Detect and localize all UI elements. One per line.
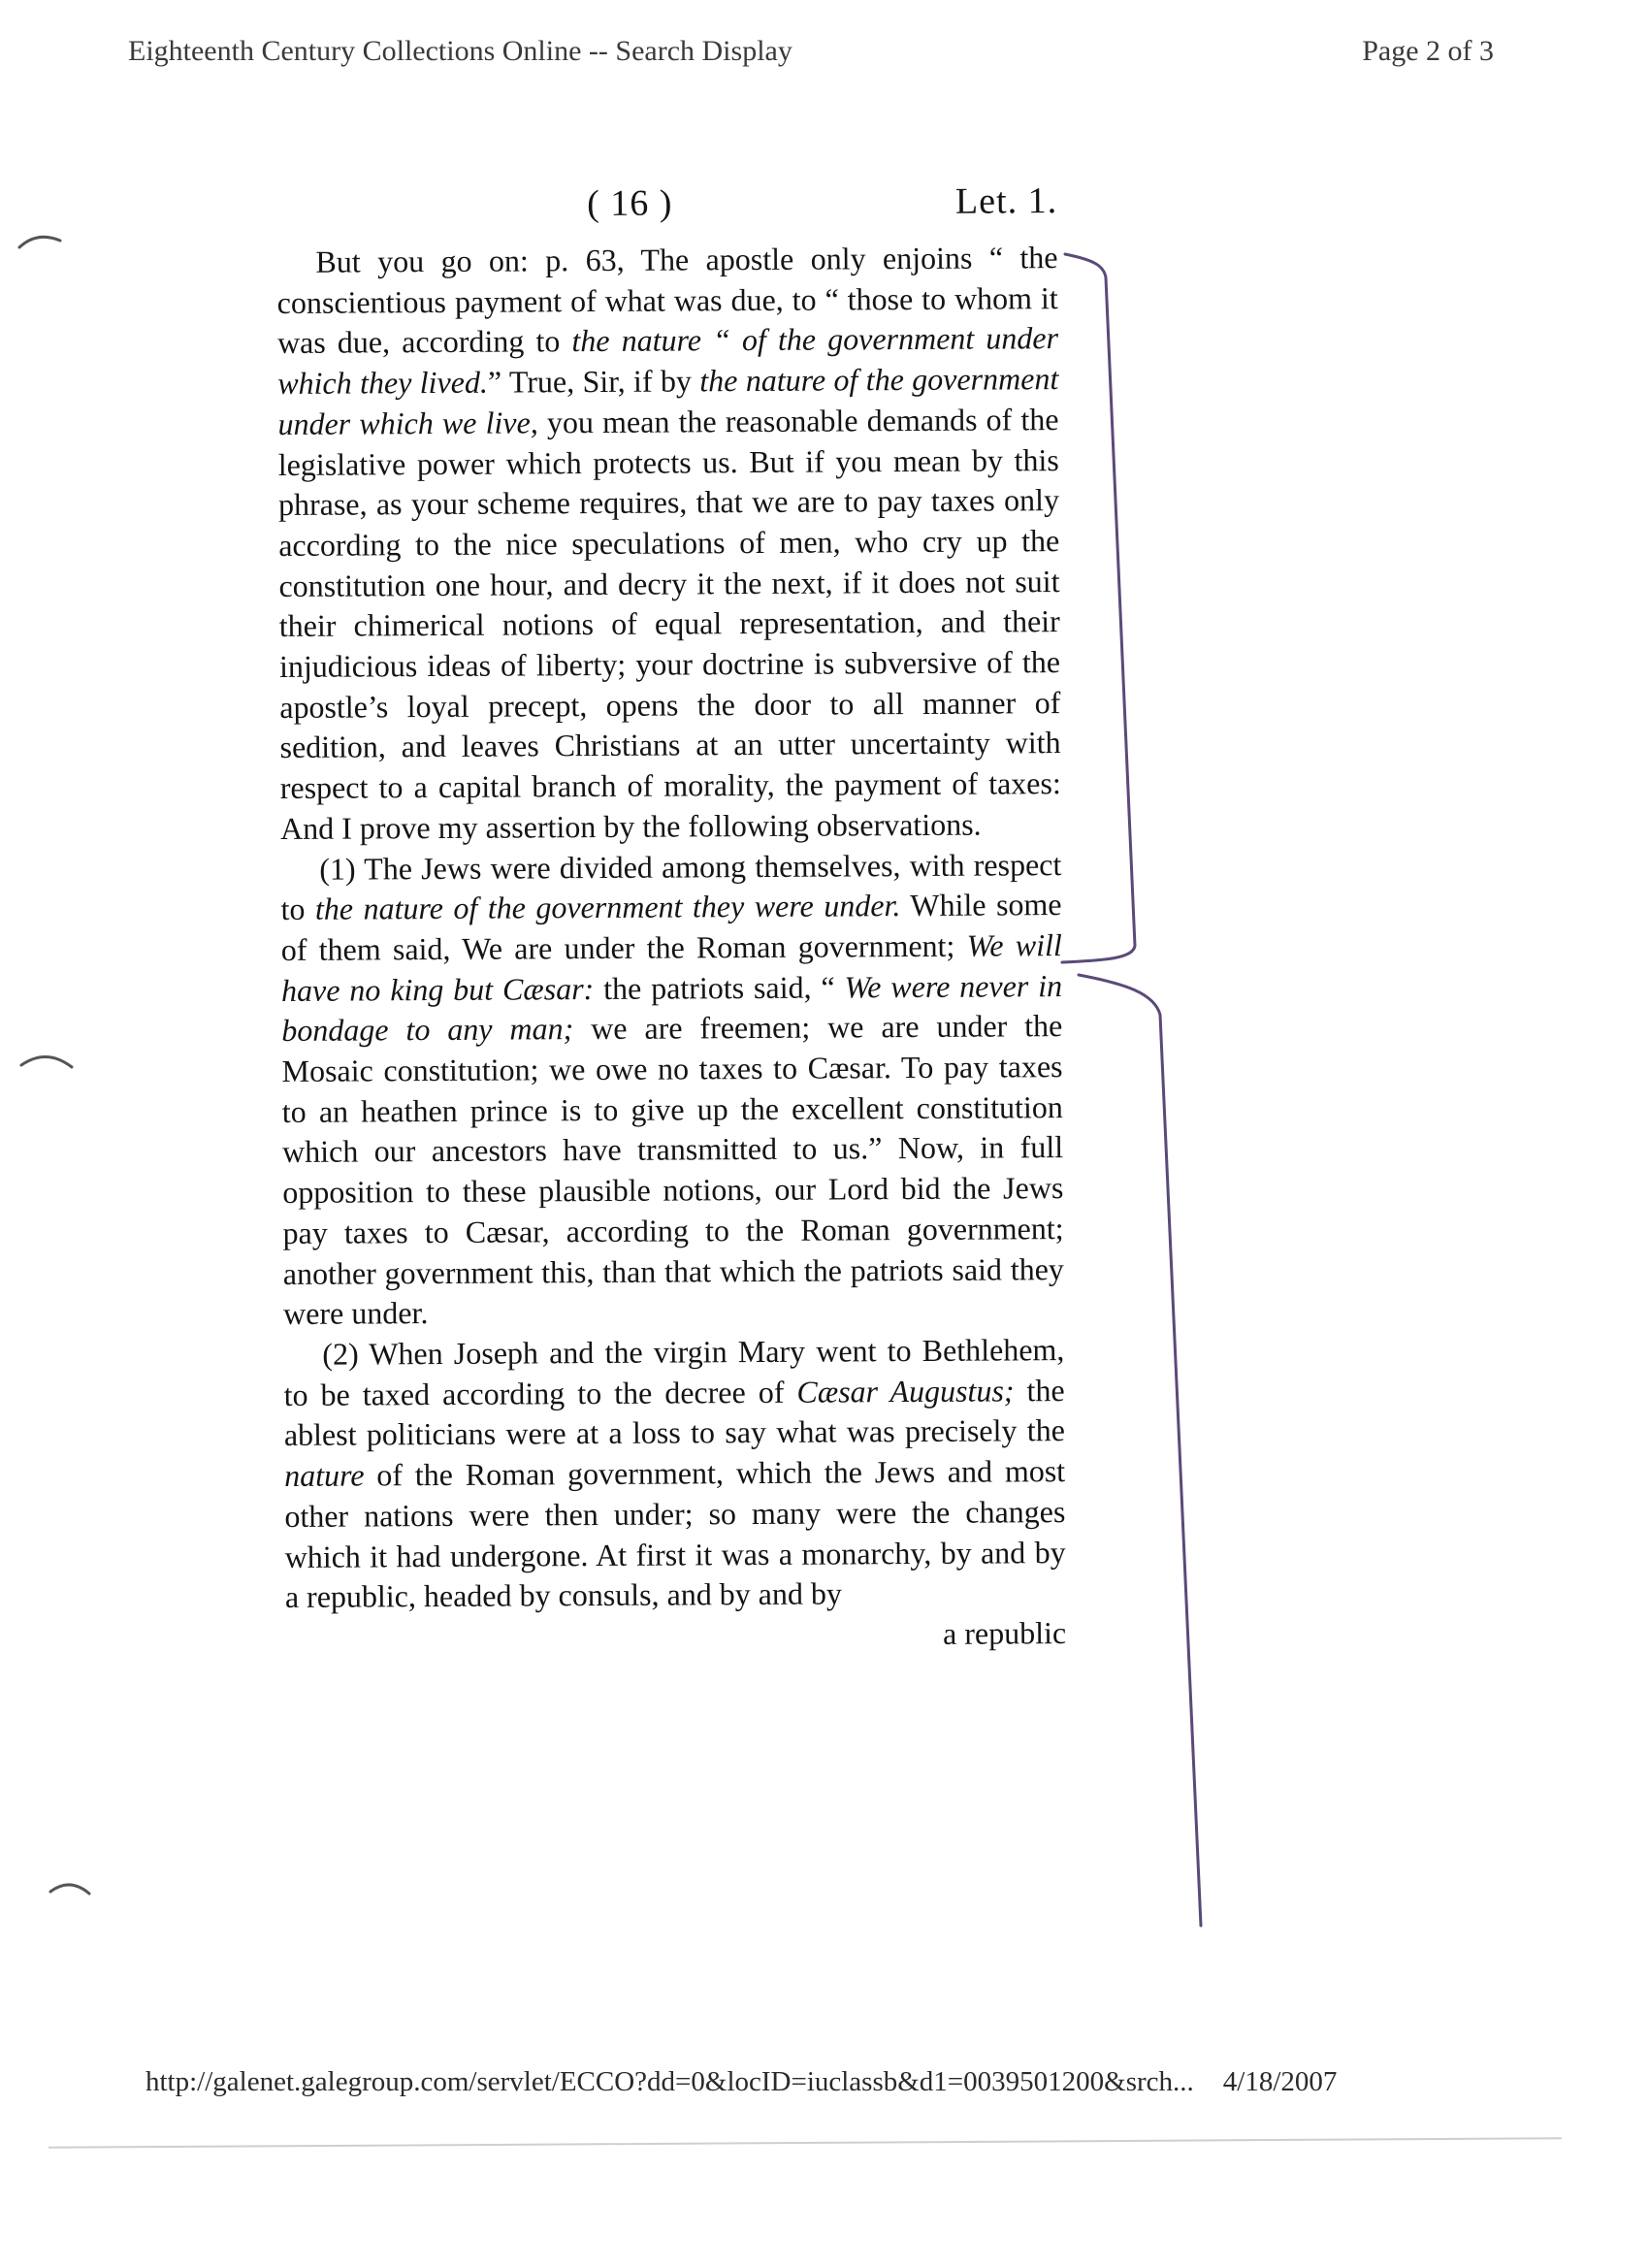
- margin-bracket-upper: [1062, 254, 1135, 962]
- italic-run: Cæsar Augustus;: [796, 1373, 1015, 1409]
- text-run: (1) The Jews were divided among themselves, with respect to: [280, 846, 1062, 927]
- margin-bracket-lower: [1079, 975, 1201, 1926]
- text-run: While some of them said, We are under the Roman government;: [280, 887, 1062, 967]
- running-head: [276, 179, 1057, 243]
- italic-run: We were never in bondage to any man;: [281, 967, 1063, 1049]
- footer-rule: [48, 2137, 1562, 2149]
- body-text: [276, 238, 1066, 1658]
- italic-run: the nature of the government under which we live,: [277, 361, 1059, 441]
- source-url: http://galenet.galegroup.com/servlet/ECCO?dd=0&locID=iuclassb&d1=0039501200&srch...: [146, 2066, 1194, 2097]
- italic-run: the nature “ of the government under which they lived.: [277, 320, 1059, 402]
- italic-run: We will have no king but Cæsar:: [280, 927, 1062, 1008]
- text-run: But you go on: p. 63, The apostle only enjoins “ the conscientious payment of what was due, to “ those to whom it was due, according to: [276, 240, 1058, 361]
- print-header-title: Eighteenth Century Collections Online -- Search Display: [128, 35, 792, 67]
- letter-reference: Let. 1.: [954, 180, 1058, 222]
- text-run: of the Roman government, which the Jews and most other nations were then under; so many were the changes which it had undergone. At first it was a monarchy, by and by a republic, headed by consuls, and by and by: [284, 1453, 1066, 1615]
- scanned-page: [276, 179, 1066, 1658]
- paragraph-3: [283, 1330, 1066, 1618]
- text-run: the patriots said, “: [594, 969, 845, 1006]
- page-indicator: Page 2 of 3: [1362, 35, 1494, 67]
- print-date: 4/18/2007: [1222, 2066, 1338, 2097]
- text-run: ” True, Sir, if by: [487, 363, 700, 400]
- binding-hole-marks: [19, 237, 89, 1894]
- italic-run: nature: [284, 1457, 365, 1494]
- text-run: the ablest politicians were at a loss to say what was precisely the: [283, 1372, 1065, 1453]
- print-footer: [146, 2066, 1513, 2098]
- text-run: (2) When Joseph and the virgin Mary went to Bethlehem, to be taxed according to the decree of: [283, 1332, 1065, 1412]
- text-run: you mean the reasonable demands of the legislative power which protects us. But if you mean by this phrase, as your scheme requires, that we are to pay taxes only according to the nice speculations of men, who cry up the constitution one hour, and decry it the next, if it does not suit their chimerical notions of equal representation, and their injudicious ideas of liberty; your doctrine is subversive of the apostle’s loyal precept, opens the door to all manner of sedition, and leaves Christians at an utter uncertainty with respect to a capital branch of morality, the payment of taxes: And I prove my assertion by the following observations.: [277, 401, 1061, 846]
- catchword: a republic: [942, 1614, 1067, 1651]
- page-number: ( 16 ): [587, 182, 673, 225]
- paragraph-1: [276, 238, 1061, 849]
- italic-run: the nature of the government they were under.: [314, 888, 901, 927]
- paragraph-2: [280, 845, 1064, 1335]
- text-run: we are freemen; we are under the Mosaic constitution; we owe no taxes to Cæsar. To pay taxes to an heathen prince is to give up the excellent constitution which our ancestors have transmitted to us.” Now, in full opposition to these plausible notions, our Lord bid the Jews pay taxes to Cæsar, according to the Roman government; another government this, than that which the patriots said they were under.: [281, 1008, 1064, 1332]
